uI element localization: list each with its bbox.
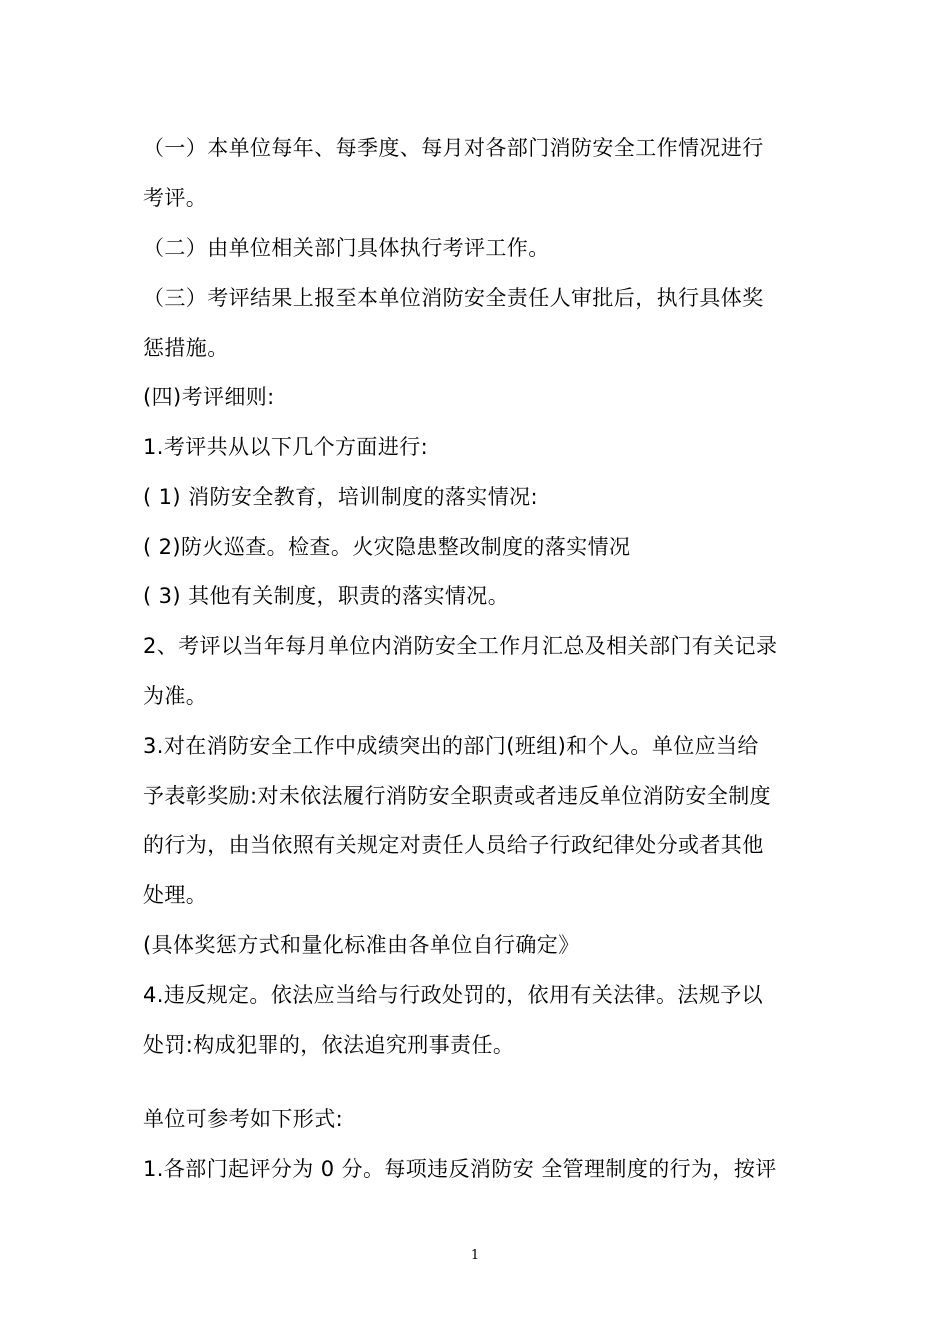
text-line: 单位可参考如下形式: [143,1107,344,1131]
text-line: 予表彰奖励:对未依法履行消防安全职责或者违反单位消防安全制度 [143,784,772,808]
text-line: ( 1) 消防安全教育，培训制度的落实情况: [143,485,538,509]
text-line: 1.考评共从以下几个方面进行: [143,435,429,459]
text-line: (四)考评细则: [143,385,275,409]
text-line: 惩措施。 [143,336,229,360]
text-line: 处罚:构成犯罪的，依法追究刑事责任。 [143,1033,515,1057]
text-line: 为准。 [143,684,208,708]
text-line: （一）本单位每年、每季度、每月对各部门消防安全工作情况进行 [143,136,764,160]
text-line: ( 3) 其他有关制度，职责的落实情况。 [143,584,510,608]
text-line: 处理。 [143,883,208,907]
text-line: (具体奖惩方式和量化标准由各单位自行确定》 [143,933,580,957]
text-line: （二）由单位相关部门具体执行考评工作。 [143,236,550,260]
text-line: 的行为，由当依照有关规定对责任人员给子行政纪律处分或者其他 [143,833,764,857]
text-line: 考评。 [143,186,208,210]
page-number: 1 [470,1248,480,1263]
text-line: 4.违反规定。依法应当给与行政处罚的，依用有关法律。法规予以 [143,983,764,1007]
text-line: 1.各部门起评分为 0 分。每项违反消防安 全管理制度的行为，按评 [143,1157,777,1181]
text-line: （三）考评结果上报至本单位消防安全责任人审批后，执行具体奖 [143,286,764,310]
text-line: 2、考评以当年每月单位内消防安全工作月汇总及相关部门有关记录 [143,634,778,658]
text-line: ( 2)防火巡查。检查。火灾隐患整改制度的落实情况 [143,535,631,559]
text-line: 3.对在消防安全工作中成绩突出的部门(班组)和个人。单位应当给 [143,734,759,758]
